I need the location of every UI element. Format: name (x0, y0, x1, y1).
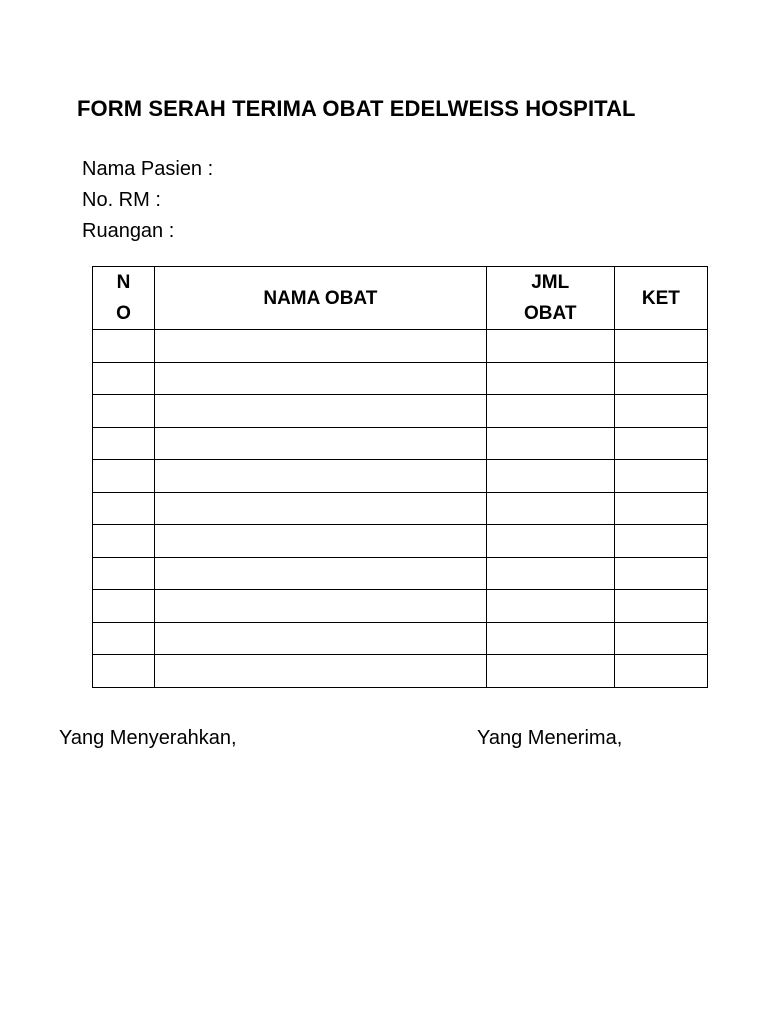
header-quantity-line1: JML (531, 272, 570, 293)
header-quantity-line2: OBAT (524, 303, 577, 324)
table-header-row (93, 267, 708, 330)
table-row (93, 557, 708, 590)
table-row (93, 622, 708, 655)
cell-no (93, 622, 155, 655)
patient-name-label: Nama Pasien : (82, 158, 214, 180)
cell-notes (614, 395, 707, 428)
cell-quantity (486, 427, 614, 460)
cell-quantity (486, 460, 614, 493)
cell-notes (614, 622, 707, 655)
cell-no (93, 557, 155, 590)
table-row (93, 427, 708, 460)
cell-notes (614, 330, 707, 363)
cell-quantity (486, 655, 614, 688)
header-notes: KET (614, 267, 707, 330)
header-quantity (486, 267, 614, 330)
cell-notes (614, 492, 707, 525)
cell-no (93, 492, 155, 525)
cell-quantity (486, 395, 614, 428)
table-row (93, 492, 708, 525)
table-row (93, 330, 708, 363)
cell-notes (614, 655, 707, 688)
cell-notes (614, 362, 707, 395)
cell-notes (614, 590, 707, 623)
cell-drug-name (155, 590, 487, 623)
table-row (93, 590, 708, 623)
cell-no (93, 525, 155, 558)
cell-no (93, 655, 155, 688)
cell-drug-name (155, 362, 487, 395)
cell-no (93, 362, 155, 395)
header-no-line2: O (116, 303, 131, 324)
table-row (93, 655, 708, 688)
medication-table (92, 266, 708, 688)
cell-drug-name (155, 557, 487, 590)
cell-quantity (486, 330, 614, 363)
cell-drug-name (155, 395, 487, 428)
cell-notes (614, 460, 707, 493)
room-label: Ruangan : (82, 220, 175, 242)
cell-quantity (486, 492, 614, 525)
table-row (93, 525, 708, 558)
cell-notes (614, 557, 707, 590)
cell-quantity (486, 557, 614, 590)
table-row (93, 460, 708, 493)
cell-quantity (486, 525, 614, 558)
form-title: FORM SERAH TERIMA OBAT EDELWEISS HOSPITAL (77, 96, 636, 121)
header-no (93, 267, 155, 330)
cell-no (93, 460, 155, 493)
table-row (93, 395, 708, 428)
cell-drug-name (155, 492, 487, 525)
cell-no (93, 427, 155, 460)
giver-signature-label: Yang Menyerahkan, (59, 727, 237, 749)
cell-drug-name (155, 460, 487, 493)
cell-drug-name (155, 622, 487, 655)
header-drug-name: NAMA OBAT (155, 267, 487, 330)
patient-info-fields (82, 154, 213, 247)
cell-quantity (486, 622, 614, 655)
receiver-signature-label: Yang Menerima, (477, 727, 623, 749)
cell-no (93, 395, 155, 428)
header-no-line1: N (116, 272, 131, 293)
cell-no (93, 330, 155, 363)
cell-no (93, 590, 155, 623)
cell-notes (614, 427, 707, 460)
cell-drug-name (155, 427, 487, 460)
cell-quantity (486, 590, 614, 623)
medical-record-label: No. RM : (82, 189, 161, 211)
table-row (93, 362, 708, 395)
cell-notes (614, 525, 707, 558)
cell-quantity (486, 362, 614, 395)
table-body (93, 330, 708, 688)
cell-drug-name (155, 525, 487, 558)
cell-drug-name (155, 330, 487, 363)
cell-drug-name (155, 655, 487, 688)
